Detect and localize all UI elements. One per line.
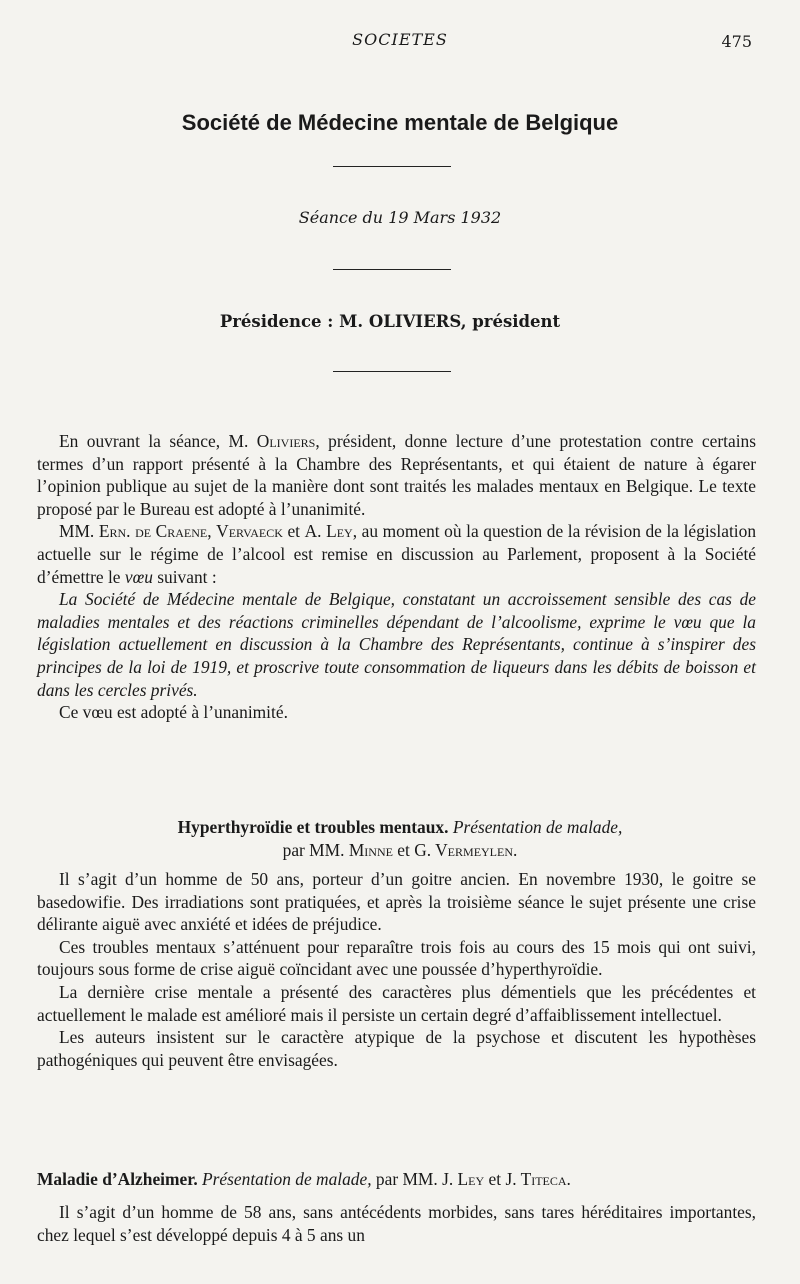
page-number: 475	[721, 32, 752, 51]
motion-paragraph: La Société de Médecine mentale de Belgique, constatant un accroissement sensible des cas de maladies mentales et des réactions criminelles dépendant de l’alcoolisme, exprime le vœu que la législation actuellement en discussion à la Chambre des Représentants, continue à s’inspirer des principes de la loi de 1919, et proscrive toute consommation de liqueurs dans les débits de boisson et dans les cercles privés.	[37, 589, 756, 700]
paragraph: Il s’agit d’un homme de 58 ans, sans antécédents morbides, sans tares héréditaires importantes, chez lequel s’est développé depuis 4 à 5 ans un	[37, 1202, 756, 1245]
author-name: J. Ley	[442, 1169, 485, 1189]
section-heading-hyperthyroidie: Hyperthyroïdie et troubles mentaux. Présentation de malade, par MM. Minne et G. Vermeylen.	[177, 817, 623, 860]
divider-rule	[333, 269, 451, 270]
divider-rule	[333, 371, 451, 372]
person-name: Ern. de Craene	[98, 521, 208, 542]
proposal-paragraph: MM. Ern. de Craene, Vervaeck et A. Ley, au moment où la question de la révision de la législation actuelle sur le régime de l’alcool est remise en discussion au Parlement, proposent à la Société d’émettre le vœu suivant :	[37, 521, 757, 587]
person-name: A. Ley	[304, 521, 353, 542]
presidency-line: Présidence : M. OLIVIERS, président	[219, 312, 561, 331]
paragraph: Il s’agit d’un homme de 50 ans, porteur d’un goitre ancien. En novembre 1930, le goitre se basedowifie. Des irradiations sont pratiquées, et après la troisième séance le sujet présente une crise délirante aiguë avec anxiété et idées de préjudice.	[37, 869, 756, 935]
author-name: Minne	[348, 840, 393, 860]
opening-text	[37, 430, 756, 724]
paragraph: Les auteurs insistent sur le caractère atypique de la psychose et discutent les hypothèses pathogéniques qui peuvent être envisagées.	[37, 1027, 756, 1070]
section-heading-alzheimer: Maladie d’Alzheimer. Présentation de malade, par MM. J. Ley et J. Titeca.	[37, 1169, 571, 1189]
adoption-paragraph: Ce vœu est adopté à l’unanimité.	[59, 702, 288, 723]
paragraph: Ces troubles mentaux s’atténuent pour reparaître trois fois au cours des 15 mois qui ont suivi, toujours sous forme de crise aiguë coïncidant avec une poussée d’hyperthyroïdie.	[37, 936, 756, 980]
author-name: J. Titeca	[505, 1169, 567, 1189]
session-date: Séance du 19 Mars 1932	[298, 208, 502, 227]
opening-paragraph: En ouvrant la séance, M. Oliviers, président, donne lecture d’une protestation contre certains termes d’un rapport présenté à la Chambre des Représentants, et qui étaient de nature à égarer l’opinion publique au sujet de la manière dont sont traités les malades mentaux en Belgique. Le texte proposé par le Bureau est adopté à l’unanimité.	[37, 431, 756, 519]
person-name: Vervaeck	[216, 521, 283, 542]
society-title: Société de Médecine mentale de Belgique	[181, 110, 619, 135]
section-body-hyperthyroidie	[37, 868, 756, 1071]
section-body-alzheimer	[37, 1201, 756, 1246]
paragraph: La dernière crise mentale a présenté des caractères plus démentiels que les précédentes et actuellement le malade est amélioré mais il persiste un certain degré d’affaiblissement intellectuel.	[37, 981, 756, 1025]
author-name: G. Vermeylen	[414, 840, 514, 860]
divider-rule	[333, 166, 451, 167]
person-name: Oliviers	[256, 431, 316, 451]
running-head: SOCIETES	[352, 30, 448, 49]
